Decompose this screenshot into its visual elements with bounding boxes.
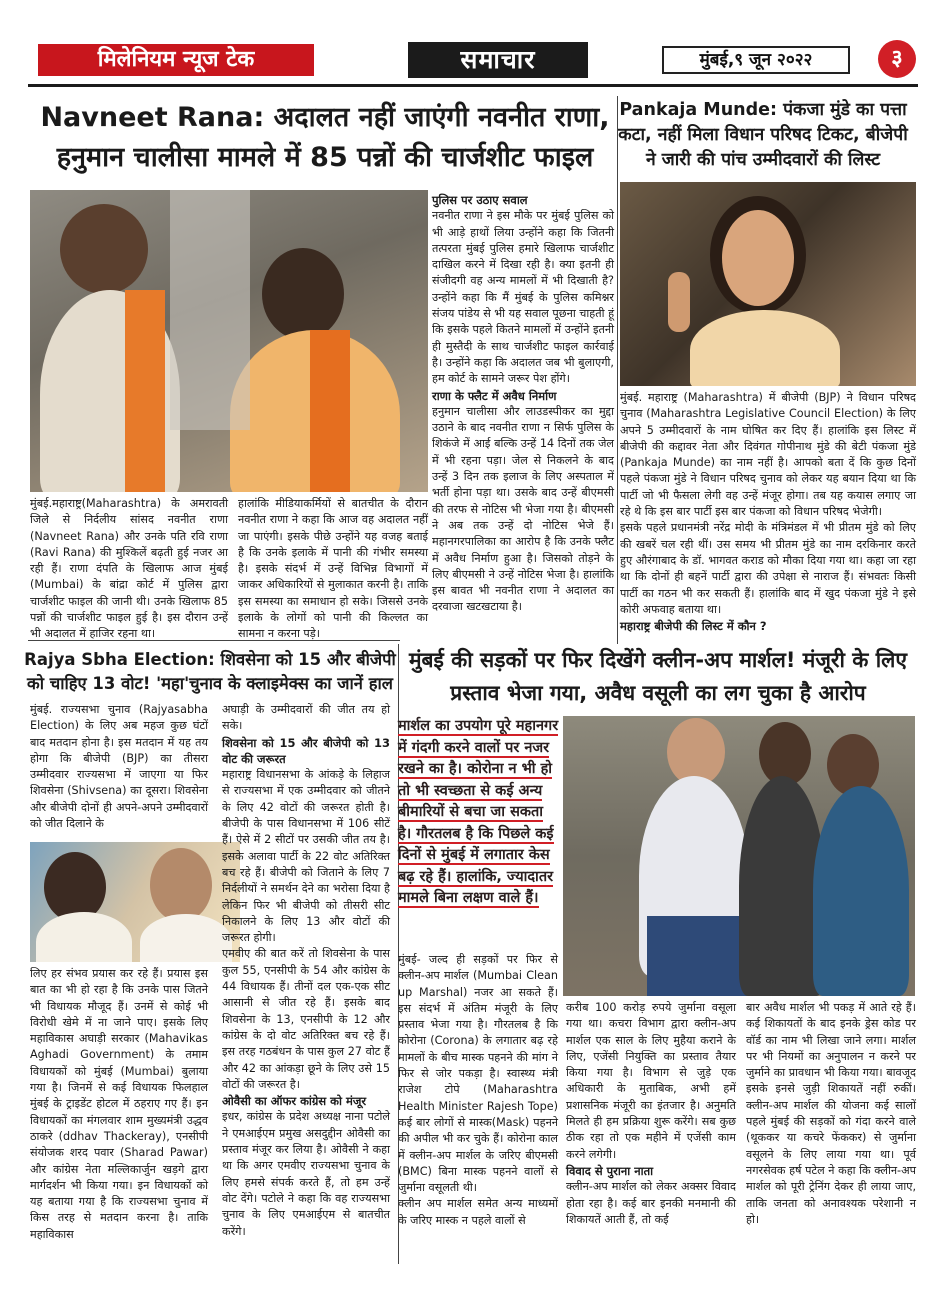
marshal-col1 xyxy=(398,952,558,1229)
pankaja-munde-photo xyxy=(620,182,916,386)
navneet-subhead1: पुलिस पर उठाए सवाल xyxy=(432,193,528,207)
marshal-col2 xyxy=(566,1000,736,1228)
marshal-headline-line2: प्रस्ताव भेजा गया, अवैध वसूली का लग चुका है आरोप xyxy=(450,681,866,705)
rajyasabha-subhead1: शिवसेना को 15 और बीजेपी को 13 वोट की जरूरत xyxy=(222,735,390,766)
section-title: समाचार xyxy=(408,42,588,78)
navneet-col3 xyxy=(432,192,614,616)
marshal-col3: बार अवैध मार्शल भी पकड़ में आते रहे हैं। कई शिकायतों के बाद इनके ड्रेस कोड पर वॉर्ड का नाम भी लिखा जाने लगा। मार्शल पर भी नियमों का अनुपालन न करने पर जुर्माने का प्रावधान भी किया गया। बावजूद इसके इनसे जुड़ी शिकायतें नहीं रुकीं। क्लीन-अप मार्शल की योजना कई सालों पहले मुंबई की सड़कों को गंदा करने वाले (थूककर या कचरे फेंककर) से जुर्माना वसूलने के लिए लाया गया था। पूर्व नगरसेवक हर्ष पटेल ने कहा कि क्लीन-अप मार्शल को पूरी ट्रेनिंग देकर ही लाया जाए, ताकि जनता को अनावश्यक परेशानी न हो। xyxy=(746,1001,916,1226)
pankaja-body2: इसके पहले प्रधानमंत्री नरेंद्र मोदी के मंत्रिमंडल में भी प्रीतम मुंडे को लिए की खबरें चल रही थीं। उस समय भी प्रीतम मुंडे का नाम दरकिनार करते हुए औरंगाबाद के डॉ. भागवत कराड को मौका दिया गया था। कहा जा रहा था कि दोनों ही बहनें पार्टी द्वारा की उपेक्षा से नाराज हैं। संभवतः किसी पार्टी का गठन भी कर सकती हैं। हालांकि बाद में खुद पंकजा मुंडे ने इसे कोरी अफवाह बताया था। xyxy=(620,521,916,616)
dateline: मुंबई,९ जून २०२२ xyxy=(662,46,850,74)
rajyasabha-headline: Rajya Sbha Election: शिवसेना को 15 और बीजेपी को चाहिए 13 वोट! 'महा'चुनाव के क्लाइमेक्स का जानें हाल xyxy=(24,650,396,693)
column-divider xyxy=(617,96,618,644)
navneet-col2: हालांकि मीडियाकर्मियों से बातचीत के दौरान नवनीत राणा ने कहा कि आज वह अदालत नहीं जा पाएंगी। इसके पीछे उन्होंने यह वजह बताई है कि उनके इलाके में पानी की गंभीर समस्या है। इसके संदर्भ में उन्हें विभिन्न विभागों में जाकर अधिकारियों से मुलाकात करनी है। ताकि इस समस्या का समाधान हो सके। जिससे उनके इलाके के लोगों को पानी की किल्लत का सामना न करना पड़े। xyxy=(238,497,428,641)
masthead xyxy=(28,40,918,80)
pankaja-body xyxy=(620,390,916,634)
navneet-headline xyxy=(40,98,610,178)
pankaja-headline: Pankaja Munde: पंकजा मुंडे का पत्ता कटा, नहीं मिला विधान परिषद टिकट, बीजेपी ने जारी की पांच उम्मीदवारों की लिस्ट xyxy=(618,100,908,170)
navneet-col3b-text: हनुमान चालीसा और लाउडस्पीकर का मुद्दा उठाने के बाद नवनीत राणा न सिर्फ पुलिस के शिकंजे में आई बल्कि उन्हें 14 दिनों तक जेल में भी रहना पड़ा। जेल से निकलने के बाद उन्हें 3 दिन तक इलाज के लिए अस्पताल में भर्ती होना पड़ा था। उसके बाद उन्हें बीएमसी की तरफ से नोटिस भी भेजा गया है। बीएमसी ने अब तक उन्हें दो नोटिस भेजे हैं। महानगरपालिका का आरोप है कि उनके फ्लैट में अवैध निर्माण हुआ है। जिसको तोड़ने के लिए बीएमसी ने उन्हें नोटिस भेजा है। हालांकि इस बावत भी नवनीत राणा ने अदालत का दरवाजा खटखटाया है। xyxy=(432,404,614,614)
navneet-col3-text: नवनीत राणा ने इस मौके पर मुंबई पुलिस को भी आड़े हाथों लिया उन्होंने कहा कि जितनी तत्परता मुंबई पुलिस हमारे खिलाफ चार्जशीट दाखिल करने में दिखा रही है। क्या इतनी ही संजीदगी वह अन्य मामलों में भी दिखाती है? उन्होंने कहा कि मैं मुंबई के पुलिस कमिश्नर संजय पांडेय से भी यह सवाल पूछना चाहती हूं कि इसके पहले कितने मामलों में उन्होंने इतनी ही मुस्तैदी के साथ चार्जशीट फाइल कार्रवाई है। उन्होंने कहा कि अदालत जब भी बुलाएगी, हम कोर्ट के सामने जरूर पेश होंगे। xyxy=(432,209,615,386)
marshal-col1-text: मुंबई- जल्द ही सड़कों पर फिर से क्लीन-अप मार्शल (Mumbai Clean up Marshal) नजर आ सकते हैं। इस संदर्भ में अंतिम मंजूरी के लिए प्रस्ताव भेजा गया है। गौरतलब है कि कोरोना (Corona) के लगातार बढ़ रहे मामलों के बीच मास्क पहनने की मांग ने फिर से जोर पकड़ा है। स्वास्थ्य मंत्री राजेश टोपे (Maharashtra Health Minister Rajesh Tope) कई बार लोगों से मास्क(Mask) पहनने की अपील भी कर चुके हैं। कोरोना काल में क्लीन-अप मार्शल के जरिए बीएमसी (BMC) बिना मास्क पहनने वालों से जुर्माना वसूलती थी। xyxy=(398,953,558,1195)
navneet-rana-photo xyxy=(30,190,428,492)
marshal-col1b-text: क्लीन अप मार्शल समेत अन्य माध्यमों के जरिए मास्क न पहले वालों से xyxy=(398,1197,558,1227)
marshal-pullquote-text: मार्शल का उपयोग पूरे महानगर में गंदगी करने वालों पर नजर रखने का है। कोरोना न भी हो तो भी स्वच्छता से कई अन्य बीमारियों से बचा जा सकता है। गौरतलब है कि पिछले कई दिनों से मुंबई में लगातार केस बढ़ रहे हैं। हालांकि, ज्यादातर मामले बिना लक्षण वाले हैं। xyxy=(398,718,559,906)
rajyasabha-col2-text: महाराष्ट्र विधानसभा के आंकड़े के लिहाज से राज्यसभा में एक उम्मीदवार को जीतने के लिए 42 वोटों की जरूरत होती है। बीजेपी के पास विधानसभा में 106 सीटें हैं। ऐसे में 2 सीटों पर उसकी जीत तय है। इसके अलावा पार्टी के 22 वोट अतिरिक्त बच रहे हैं। बीजेपी को जिताने के लिए 7 निर्दलीयों ने समर्थन देने का भरोसा दिया है लेकिन फिर भी बीजेपी को तीसरी सीट निकालने के लिए 13 और वोटों की जरूरत होगी। xyxy=(222,768,390,945)
marshal-headline-line1: मुंबई की सड़कों पर फिर दिखेंगे क्लीन-अप मार्शल! मंजूरी के लिए xyxy=(408,648,907,672)
navneet-headline-line2: हनुमान चालीसा मामले में 85 पन्नों की चार्जशीट फाइल xyxy=(56,142,594,173)
page-number: ३ xyxy=(878,40,916,78)
pankaja-body1: मुंबई. महाराष्ट्र (Maharashtra) में बीजेपी (BJP) ने विधान परिषद चुनाव (Maharashtra Legislative Council Election) के लिए अपने 5 उम्मीदवारों के नाम घोषित कर दिए हैं। हालांकि इस लिस्ट में बीजेपी की कद्दावर नेता और दिवंगत गोपीनाथ मुंडे की बेटी पंकजा मुंडे (Pankaja Munde) का नाम नहीं है। आपको बता दें कि कुछ दिनों पहले पंकजा मुंडे ने विधान परिषद चुनाव को लेकर यह बयान दिया था कि पार्टी जो भी फैसला लेगी वह उन्हें मंजूर होगा। तब यह कयास लगाए जा रहे थे कि इस बार पार्टी इस बार पंकजा को विधान परिषद भेजेगी। xyxy=(620,391,916,519)
rajyasabha-col1b: लिए हर संभव प्रयास कर रहे हैं। प्रयास इस बात का भी हो रहा है कि उनके पास जितने भी विधायक मौजूद हैं। उनमें से कोई भी विरोधी खेमे में ना जाने पाए। इसके लिए महाविकास अघाड़ी सरकार (Mahavikas Aghadi Government) के तमाम विधायकों को मुंबई (Mumbai) बुलाया गया है। जिनमें से कई विधायक फिलहाल मुंबई के ट्राइडेंट होटल में ठहराए गए हैं। इन विधायकों का मंगलवार शाम मुख्यमंत्री उद्धव ठाकरे (ddhav Thackeray), एनसीपी संयोजक शरद पवार (Sharad Pawar) और कांग्रेस नेता मल्लिकार्जुन खड़गे द्वारा मार्गदर्शन भी किया गया। इन विधायकों को यह बताया गया है कि राज्यसभा चुनाव में किस तरह से मतदान करना है। ताकि महाविकास xyxy=(30,967,208,1241)
rajyasabha-col2-top: अघाड़ी के उम्मीदवारों की जीत तय हो सके। xyxy=(222,703,390,733)
marshal-col2b-text: क्लीन-अप मार्शल को लेकर अक्सर विवाद होता रहा है। कई बार इनकी मनमानी की शिकायतें आती हैं, तो कई xyxy=(566,1180,736,1226)
marshal-subhead: विवाद से पुराना नाता xyxy=(566,1163,654,1178)
rajyasabha-col1: मुंबई. राज्यसभा चुनाव (Rajyasabha Election) के लिए अब महज कुछ घंटों बाद मतदान होना है। इस मतदान में यह तय होगा कि बीजेपी (BJP) का तीसरा उम्मीदवार राज्यसभा में जाएगा या फिर शिवसेना (Shivsena) का दूसरा। शिवसेना और बीजेपी दोनों ही अपने-अपने उम्मीदवारों को जीत दिलाने के xyxy=(30,703,208,831)
navneet-col1: मुंबई.महाराष्ट्र(Maharashtra) के अमरावती जिले से निर्दलीय सांसद नवनीत राणा (Navneet Rana) और उनके पति रवि राणा (Ravi Rana) की मुश्किलें बढ़ती हुई नजर आ रही हैं। राणा दंपति के खिलाफ आज मुंबई (Mumbai) के बांद्रा कोर्ट में पुलिस द्वारा चार्जशीट फाइल की जानी थी। उनके खिलाफ 85 पन्नों की चार्जशीट फाइल हुई है। इस दौरान उन्हें भी अदालत में हाजिर रहना था। xyxy=(30,497,228,641)
clean-up-marshal-photo xyxy=(563,716,915,996)
leaders-photo xyxy=(30,842,240,962)
rajyasabha-col2c-text: इधर, कांग्रेस के प्रदेश अध्यक्ष नाना पटोले ने एमआईएम प्रमुख असदुद्दीन ओवैसी का प्रस्ताव मंजूर कर लिया है। ओवैसी ने कहा था कि अगर एमवीए राज्यसभा चुनाव के लिए हमसे संपर्क करते हैं, तो हम उन्हें वोट देंगे। पटोले ने कहा कि वह राज्यसभा चुनाव के लिए एमआईएम से बातचीत करेंगे। xyxy=(222,1110,390,1238)
brand-logo: मिलेनियम न्यूज टेक xyxy=(38,44,314,76)
masthead-rule xyxy=(28,84,918,87)
marshal-pullquote xyxy=(398,716,560,946)
rajyasabha-col2b-text: एमवीए की बात करें तो शिवसेना के पास कुल 55, एनसीपी के 54 और कांग्रेस के 44 विधायक हैं। तीनों दल एक-एक सीट आसानी से जीत रहे हैं। इसके बाद शिवसेना के 13, एनसीपी के 12 और कांग्रेस के दो वोट अतिरिक्त बच रहे हैं। इस तरह गठबंधन के पास कुल 27 वोट हैं और 42 का आंकड़ा छूने के लिए उसे 15 वोटों की जरूरत है। xyxy=(222,947,390,1091)
navneet-headline-line1: Navneet Rana: अदालत नहीं जाएंगी नवनीत राणा, xyxy=(40,102,610,133)
pankaja-subhead: महाराष्ट्र बीजेपी की लिस्ट में कौन ? xyxy=(620,619,767,634)
rajyasabha-subhead2: ओवैसी का ऑफर कांग्रेस को मंजूर xyxy=(222,1094,367,1109)
rajyasabha-col2 xyxy=(222,702,390,1240)
section-divider-left xyxy=(28,640,400,641)
navneet-subhead2: राणा के फ्लैट में अवैध निर्माण xyxy=(432,388,557,403)
marshal-col2-text: करीब 100 करोड़ रुपये जुर्माना वसूला गया था। कचरा विभाग द्वारा क्लीन-अप मार्शल एक साल के लिए मुहैया कराने के लिए, एजेंसी नियुक्ति का प्रस्ताव तैयार किया गया है। विभाग से जुड़े एक अधिकारी के मुताबिक, अभी हमें प्रशासनिक मंजूरी का इंतजार है। अनुमति मिलते ही हम प्रक्रिया शुरू करेंगे। सब कुछ ठीक रहा तो एक महीने में एजेंसी काम करने लगेगी। xyxy=(566,1001,736,1161)
marshal-headline xyxy=(402,644,914,710)
